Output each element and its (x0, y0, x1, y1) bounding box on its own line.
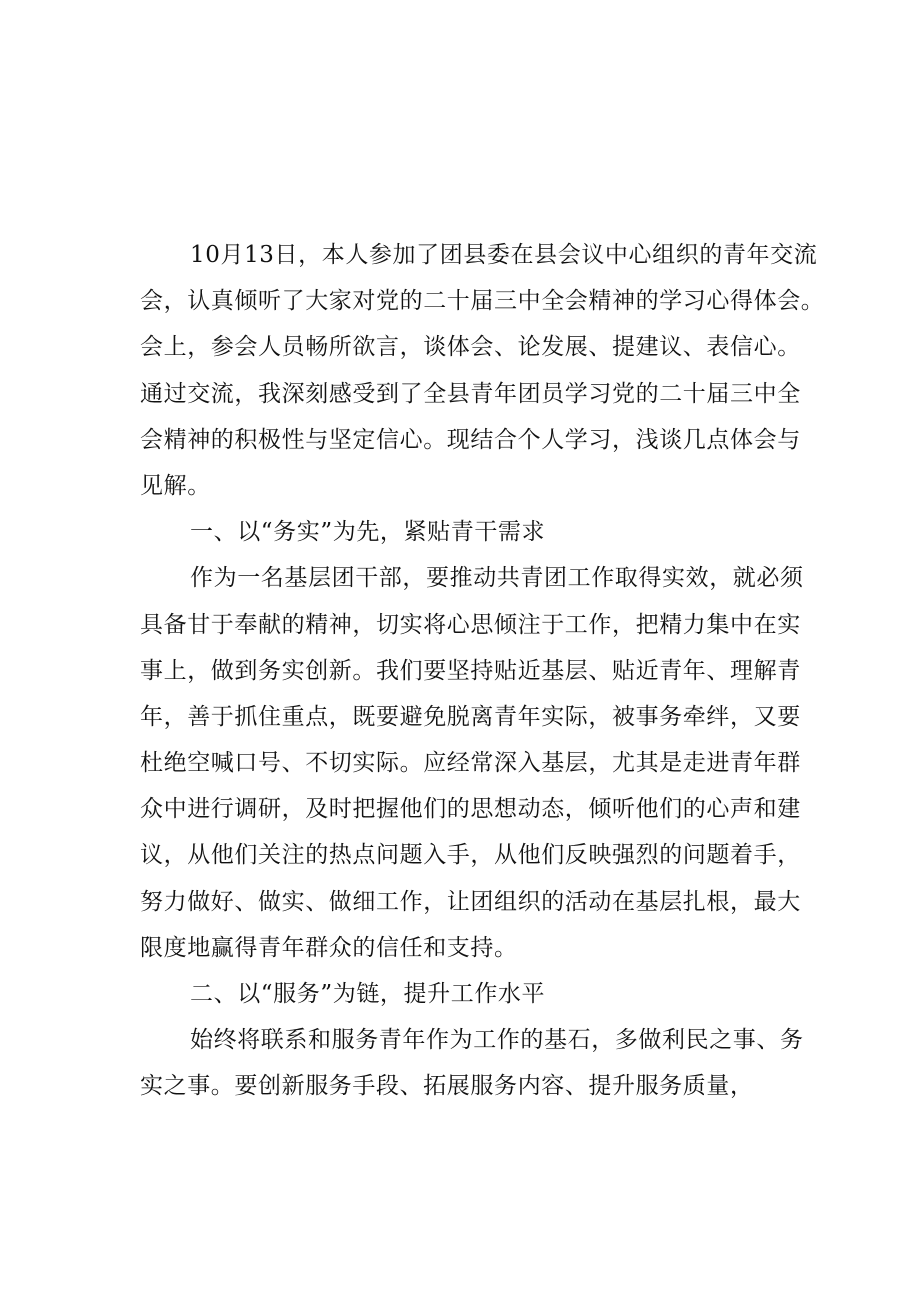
text-line: 限度地赢得青年群众的信任和支持。 (140, 934, 518, 961)
paragraph-intro (140, 232, 825, 509)
text-line: 杜绝空喊口号、不切实际。应经常深入基层，尤其是走进青年群 (140, 750, 801, 777)
paragraph-section-1 (140, 555, 804, 971)
text-line: 年，善于抓住重点，既要避免脱离青年实际，被事务牵绊，又要 (140, 703, 801, 730)
text-line: 10月13日，本人参加了团县委在县会议中心组织的青年交流 (190, 242, 818, 268)
text-line: 事上，做到务实创新。我们要坚持贴近基层、贴近青年、理解青 (140, 657, 801, 684)
text-line: 作为一名基层团干部，要推动共青团工作取得实效，就必须 (190, 565, 804, 592)
text-line: 会精神的积极性与坚定信心。现结合个人学习，浅谈几点体会与 (140, 426, 801, 453)
text-line: 始终将联系和服务青年作为工作的基石，多做利民之事、务 (190, 1027, 804, 1054)
text-line: 会，认真倾听了大家对党的二十届三中全会精神的学习心得体会。 (140, 288, 825, 315)
section-heading-1: 一、以“务实”为先，紧贴青干需求 (190, 519, 546, 546)
text-line: 众中进行调研，及时把握他们的思想动态，倾听他们的心声和建 (140, 796, 801, 823)
text-line: 会上，参会人员畅所欲言，谈体会、论发展、提建议、表信心。 (140, 334, 801, 361)
text-line: 具备甘于奉献的精神，切实将心思倾注于工作，把精力集中在实 (140, 611, 801, 638)
text-line: 议，从他们关注的热点问题入手，从他们反映强烈的问题着手， (140, 842, 801, 869)
text-line: 努力做好、做实、做细工作，让团组织的活动在基层扎根，最大 (140, 888, 801, 915)
document-body (140, 232, 825, 1110)
text-line: 见解。 (140, 472, 211, 499)
text-line: 实之事。要创新服务手段、拓展服务内容、提升服务质量， (140, 1073, 754, 1100)
section-heading-2: 二、以“服务”为链，提升工作水平 (190, 981, 546, 1007)
text-line: 通过交流，我深刻感受到了全县青年团员学习党的二十届三中全 (140, 380, 801, 407)
paragraph-section-2 (140, 1017, 804, 1109)
